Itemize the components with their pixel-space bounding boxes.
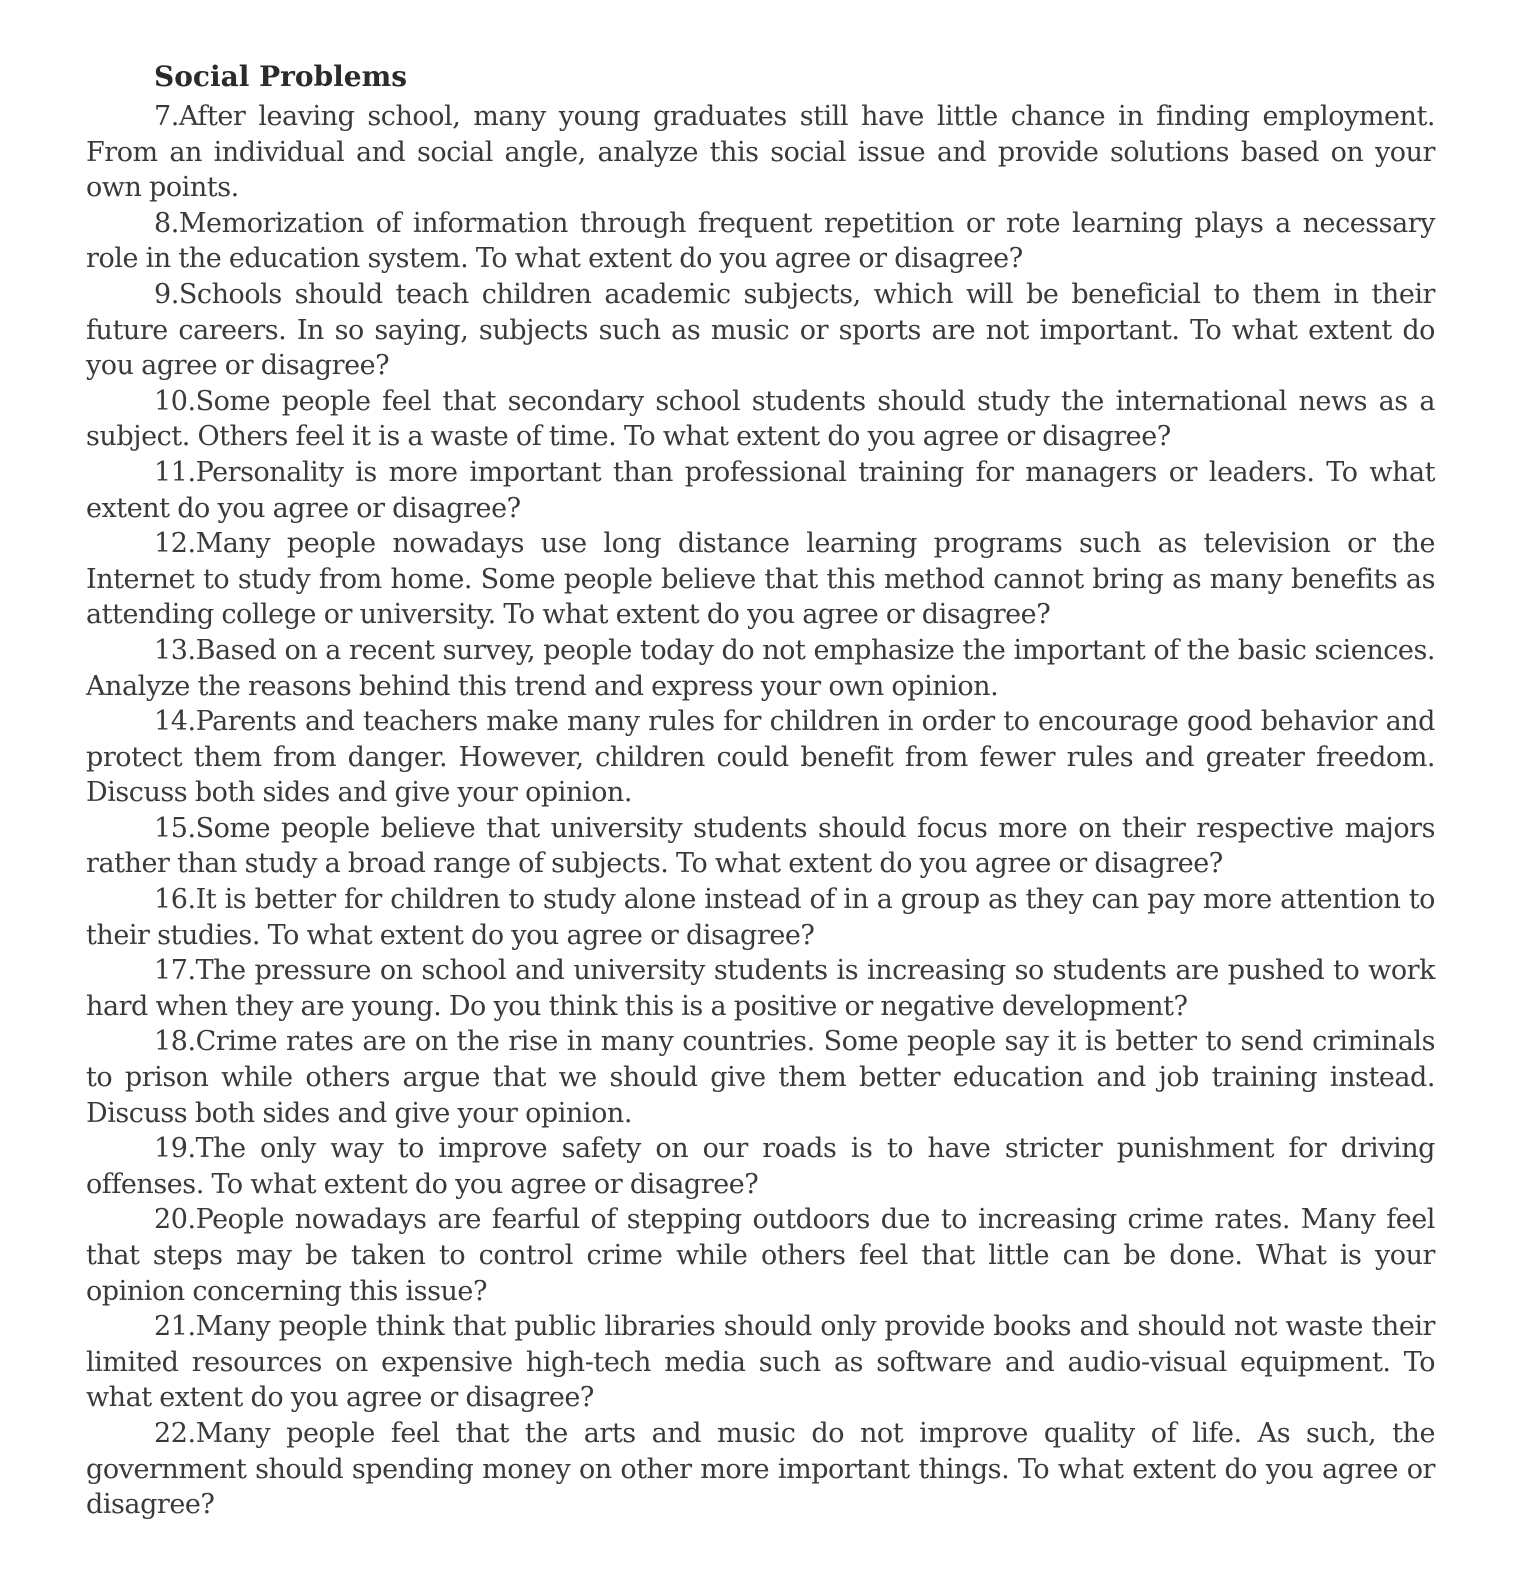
document-page — [86, 55, 1435, 1523]
question-item: 8.Memorization of information through frequent repetition or rote learning plays a necessary role in the education system. To what extent do you agree or disagree? — [86, 207, 1435, 275]
question-item: 13.Based on a recent survey, people today do not emphasize the important of the basic sciences. Analyze the reasons behind this trend and express your own opinion. — [86, 634, 1435, 702]
question-item: 19.The only way to improve safety on our roads is to have stricter punishment for driving offenses. To what extent do you agree or disagree? — [86, 1133, 1435, 1200]
question-item: 9.Schools should teach children academic subjects, which will be beneficial to them in their future careers. In so saying, subjects such as music or sports are not important. To what extent do you agree or disagree? — [86, 278, 1435, 382]
question-item: 17.The pressure on school and university students is increasing so students are pushed to work hard when they are young. Do you think this is a positive or negative development? — [86, 955, 1435, 1022]
section-heading: Social Problems — [154, 60, 408, 93]
question-item: 22.Many people feel that the arts and music do not improve quality of life. As such, the government should spending money on other more important things. To what extent do you agree or disagree? — [86, 1417, 1435, 1521]
question-item: 18.Crime rates are on the rise in many countries. Some people say it is better to send criminals to prison while others argue that we should give them better education and job training instead. Discuss both sides and give your opinion. — [86, 1026, 1435, 1129]
question-item: 14.Parents and teachers make many rules for children in order to encourage good behavior and protect them from danger. However, children could benefit from fewer rules and greater freedom. Discuss both sides and give your opinion. — [86, 706, 1435, 809]
question-item: 20.People nowadays are fearful of stepping outdoors due to increasing crime rates. Many feel that steps may be taken to control crime while others feel that little can be done. What is your opinion concerning this issue? — [86, 1204, 1435, 1307]
question-item: 11.Personality is more important than professional training for managers or leaders. To what extent do you agree or disagree? — [86, 456, 1435, 524]
question-item: 21.Many people think that public libraries should only provide books and should not waste their limited resources on expensive high-tech media such as software and audio-visual equipment. To what extent do you agree or disagree? — [86, 1311, 1435, 1414]
question-item: 7.After leaving school, many young graduates still have little chance in finding employment. From an individual and social angle, analyze this social issue and provide solutions based on your own points. — [86, 101, 1435, 204]
question-item: 16.It is better for children to study alone instead of in a group as they can pay more attention to their studies. To what extent do you agree or disagree? — [86, 884, 1435, 951]
question-item: 12.Many people nowadays use long distance learning programs such as television or the Internet to study from home. Some people believe that this method cannot bring as many benefits as attending college or university. To what extent do you agree or disagree? — [86, 528, 1435, 631]
question-list — [86, 99, 1435, 1523]
question-item: 15.Some people believe that university students should focus more on their respective majors rather than study a broad range of subjects. To what extent do you agree or disagree? — [86, 812, 1435, 880]
question-item: 10.Some people feel that secondary school students should study the international news as a subject. Others feel it is a waste of time. To what extent do you agree or disagree? — [86, 385, 1435, 453]
